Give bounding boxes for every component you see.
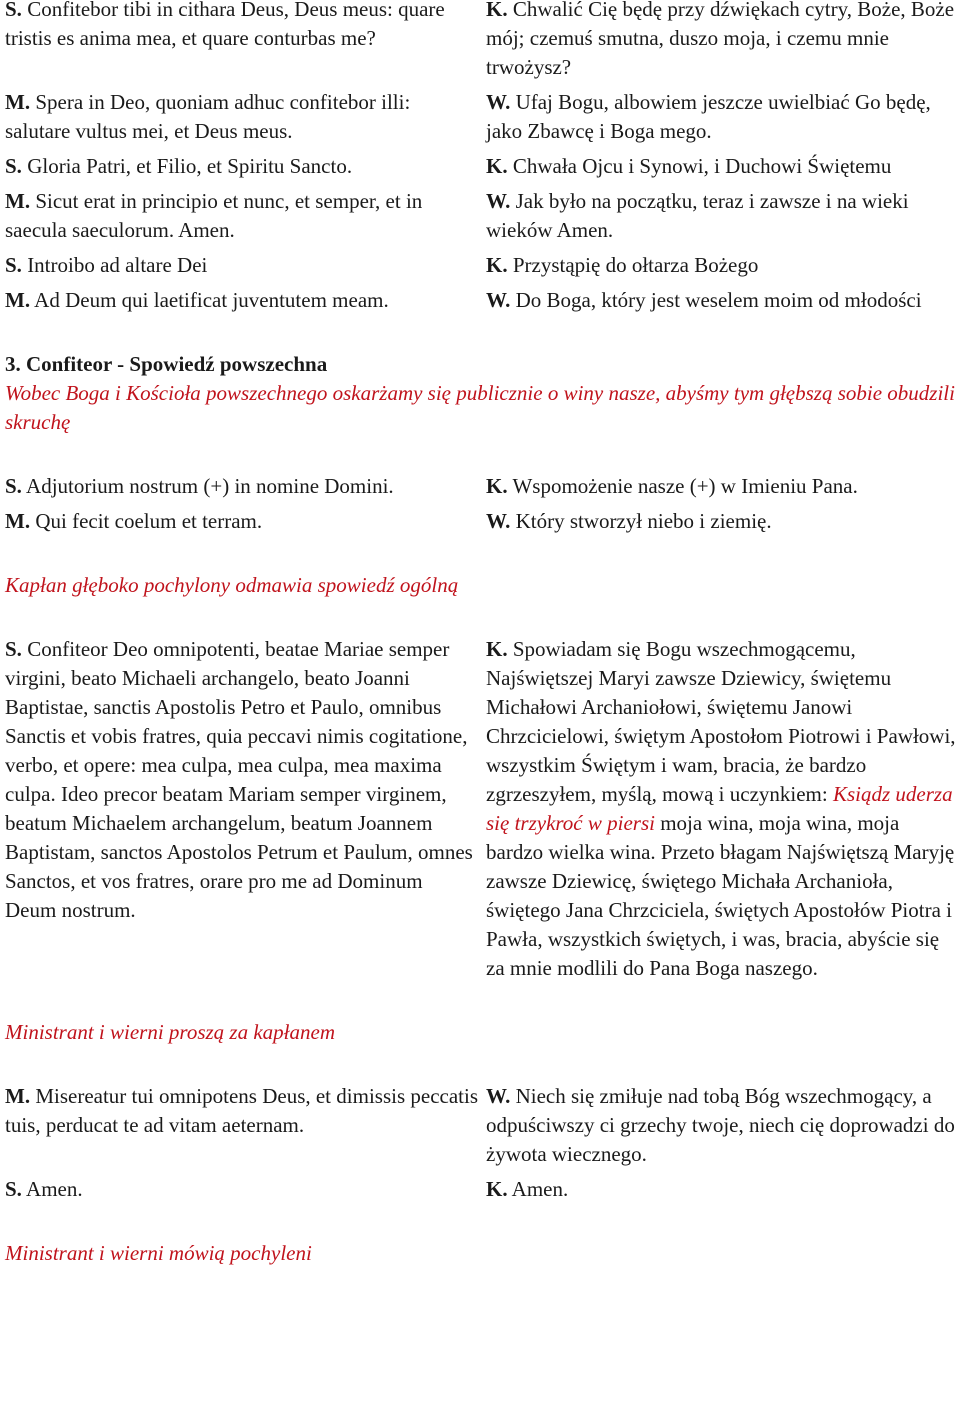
speaker-marker: S.	[5, 0, 22, 21]
dialogue-row	[5, 187, 960, 245]
polish-cell	[486, 507, 956, 536]
dialogue-block-3	[5, 1082, 960, 1204]
speaker-marker: K.	[486, 637, 508, 661]
rubric-confiteor: Kapłan głęboko pochylony odmawia spowiedź ogólną	[5, 573, 459, 597]
latin-cell	[5, 187, 486, 245]
speaker-marker: S.	[5, 154, 22, 178]
dialogue-row	[5, 507, 960, 536]
polish-text: Wspomożenie nasze (+) w Imieniu Pana.	[507, 474, 858, 498]
document-page	[5, 0, 960, 1268]
latin-text: Spera in Deo, quoniam adhuc confitebor illi: salutare vultus mei, et Deus meus.	[5, 90, 411, 143]
speaker-marker: W.	[486, 288, 511, 312]
confiteor-latin	[5, 635, 486, 983]
dialogue-row	[5, 1175, 960, 1204]
polish-text: Niech się zmiłuje nad tobą Bóg wszechmogący, a odpuściwszy ci grzechy twoje, niech cię doprowadzi do żywota wiecznego.	[486, 1084, 955, 1166]
latin-cell	[5, 1175, 486, 1204]
rubric-ministrant-prays: Ministrant i wierni proszą za kapłanem	[5, 1020, 335, 1044]
polish-text: Amen.	[507, 1177, 569, 1201]
latin-cell	[5, 472, 486, 501]
polish-cell	[486, 0, 956, 82]
polish-cell	[486, 286, 956, 315]
speaker-marker: W.	[486, 509, 511, 533]
latin-cell	[5, 507, 486, 536]
dialogue-row	[5, 88, 960, 146]
speaker-marker: S.	[5, 474, 22, 498]
polish-text: Do Boga, który jest weselem moim od młodości	[510, 288, 922, 312]
confiteor-row	[5, 635, 960, 983]
section-intro-rubric: Wobec Boga i Kościoła powszechnego oskarżamy się publicznie o winy nasze, abyśmy tym głębszą sobie obudzili skruchę	[5, 381, 955, 434]
latin-text: Qui fecit coelum et terram.	[30, 509, 263, 533]
rubric-ministrant-bowed: Ministrant i wierni mówią pochyleni	[5, 1241, 312, 1265]
dialogue-row	[5, 472, 960, 501]
polish-text: Ufaj Bogu, albowiem jeszcze uwielbiać Go będę, jako Zbawcę i Boga mego.	[486, 90, 931, 143]
latin-text: Misereatur tui omnipotens Deus, et dimissis peccatis tuis, perducat te ad vitam aeternam.	[5, 1084, 478, 1137]
latin-text: Sicut erat in principio et nunc, et semper, et in saecula saeculorum. Amen.	[5, 189, 423, 242]
dialogue-block-2	[5, 472, 960, 536]
dialogue-row	[5, 0, 960, 82]
polish-cell	[486, 251, 956, 280]
speaker-marker: K.	[486, 1177, 508, 1201]
speaker-marker: M.	[5, 509, 31, 533]
latin-text: Amen.	[21, 1177, 83, 1201]
speaker-marker: S.	[5, 637, 22, 661]
latin-text: Ad Deum qui laetificat juventutem meam.	[30, 288, 389, 312]
polish-cell	[486, 187, 956, 245]
latin-cell	[5, 152, 486, 181]
polish-text: Który stworzył niebo i ziemię.	[510, 509, 772, 533]
latin-text: Confitebor tibi in cithara Deus, Deus meus: quare tristis es anima mea, et quare conturbas me?	[5, 0, 445, 50]
dialogue-row	[5, 251, 960, 280]
speaker-marker: K.	[486, 253, 508, 277]
speaker-marker: M.	[5, 1084, 31, 1108]
inline-rubric: Ksiądz uderza się trzykroć w piersi	[486, 782, 953, 835]
dialogue-row	[5, 286, 960, 315]
latin-cell	[5, 88, 486, 146]
polish-text: moja wina, moja wina, moja bardzo wielka wina. Przeto błagam Najświętszą Maryję zawsze Dziewicę, świętego Michała Archanioła, świętego Jana Chrzciciela, świętych Apostołów Piotra i Pawła, wszystkich świętych, i was, bracia, abyście się za mnie modlili do Pana Boga naszego.	[486, 811, 955, 980]
speaker-marker: K.	[486, 474, 508, 498]
polish-cell	[486, 1175, 956, 1204]
speaker-marker: W.	[486, 90, 511, 114]
polish-text: Przystąpię do ołtarza Bożego	[507, 253, 759, 277]
polish-cell	[486, 152, 956, 181]
section-heading: 3. Confiteor - Spowiedź powszechna	[5, 352, 328, 376]
polish-text: Chwała Ojcu i Synowi, i Duchowi Świętemu	[507, 154, 892, 178]
speaker-marker: W.	[486, 189, 511, 213]
speaker-marker: M.	[5, 189, 31, 213]
latin-text: Gloria Patri, et Filio, et Spiritu Sancto.	[21, 154, 353, 178]
dialogue-row	[5, 1082, 960, 1169]
speaker-marker: S.	[5, 1177, 22, 1201]
dialogue-block-1	[5, 0, 960, 315]
latin-cell	[5, 251, 486, 280]
speaker-marker: S.	[5, 253, 22, 277]
latin-cell	[5, 1082, 486, 1169]
polish-text: Spowiadam się Bogu wszechmogącemu, Najświętszej Maryi zawsze Dziewicy, świętemu Michałowi Archaniołowi, świętemu Janowi Chrzcicielowi, świętym Apostołom Piotrowi i Pawłowi, wszystkim Świętym i wam, bracia, że bardzo zgrzeszyłem, myślą, mową i uczynkiem:	[486, 637, 956, 806]
confiteor-polish	[486, 635, 956, 983]
speaker-marker: M.	[5, 288, 31, 312]
polish-text: Jak było na początku, teraz i zawsze i na wieki wieków Amen.	[486, 189, 909, 242]
speaker-marker: K.	[486, 0, 508, 21]
latin-text: Confiteor Deo omnipotenti, beatae Mariae semper virgini, beato Michaeli archangelo, beato Joanni Baptistae, sanctis Apostolis Petro et Paulo, omnibus Sanctis et vobis fratres, quia peccavi nimis cogitatione, verbo, et opere: mea culpa, mea culpa, mea maxima culpa. Ideo precor beatam Mariam semper virginem, beatum Michaelem archangelum, beatum Joannem Baptistam, sanctos Apostolos Petrum et Paulum, omnes Sanctos, et vos fratres, orare pro me ad Dominum Deum nostrum.	[5, 637, 473, 922]
polish-cell	[486, 88, 956, 146]
latin-cell	[5, 0, 486, 82]
dialogue-row	[5, 152, 960, 181]
latin-text: Adjutorium nostrum (+) in nomine Domini.	[21, 474, 394, 498]
speaker-marker: M.	[5, 90, 31, 114]
speaker-marker: W.	[486, 1084, 511, 1108]
latin-text: Introibo ad altare Dei	[21, 253, 208, 277]
polish-cell	[486, 472, 956, 501]
latin-cell	[5, 286, 486, 315]
speaker-marker: K.	[486, 154, 508, 178]
polish-cell	[486, 1082, 956, 1169]
polish-text: Chwalić Cię będę przy dźwiękach cytry, Boże, Boże mój; czemuś smutna, duszo moja, i czemu mnie trwożysz?	[486, 0, 955, 79]
